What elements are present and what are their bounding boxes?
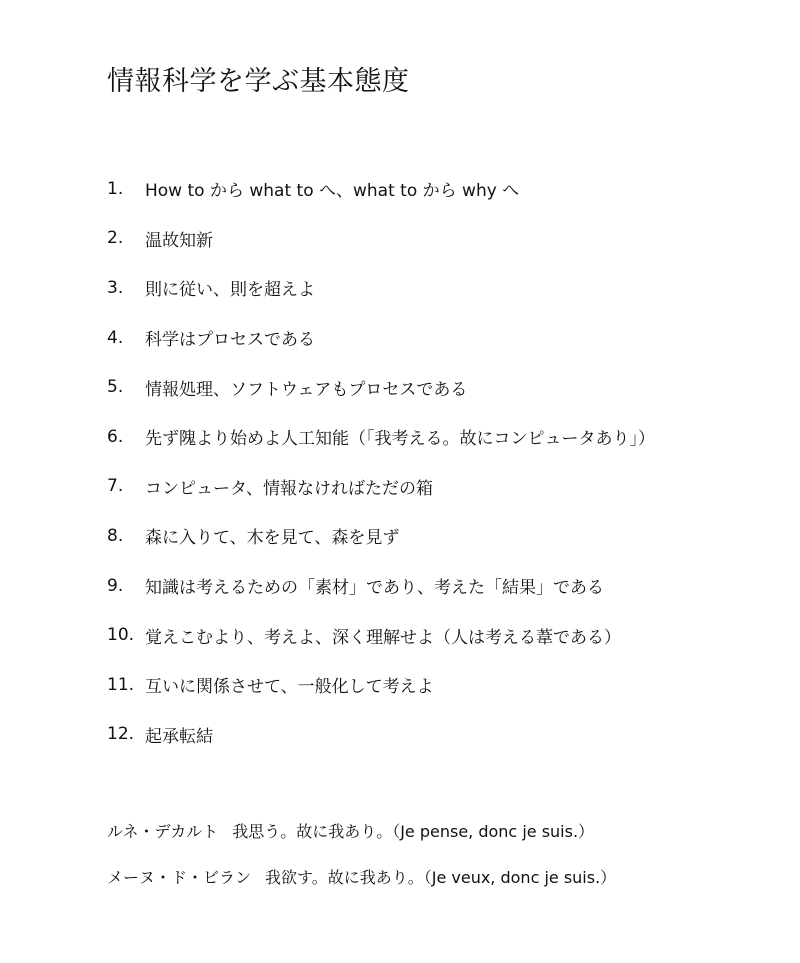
quote-author: ルネ・デカルト <box>107 821 219 841</box>
item-number: 10. <box>107 625 135 646</box>
item-number: 3. <box>107 277 124 298</box>
item-number: 4. <box>107 327 124 348</box>
quote-line <box>107 807 787 853</box>
list-item <box>107 313 787 363</box>
list-item <box>107 710 787 760</box>
list-item <box>107 561 787 611</box>
item-number: 7. <box>107 476 124 497</box>
item-text: 互いに関係させて、一般化して考えよ <box>145 677 434 698</box>
list-item <box>107 412 787 462</box>
item-text: How to から what to へ、what to から why へ <box>145 181 520 202</box>
list-item <box>107 462 787 512</box>
item-text: 科学はプロセスである <box>145 330 315 351</box>
list-item <box>107 362 787 412</box>
quote-line <box>107 853 787 899</box>
principles-list <box>107 164 787 759</box>
item-number: 8. <box>107 525 124 546</box>
item-number: 5. <box>107 377 124 398</box>
quote-author: メーヌ・ド・ビラン <box>107 867 252 887</box>
item-text: 情報処理、ソフトウェアもプロセスである <box>145 379 468 400</box>
item-number: 2. <box>107 228 124 249</box>
item-text: 知識は考えるための「素材」であり、考えた「結果」である <box>145 578 604 599</box>
item-text: 覚えこむより、考えよ、深く理解せよ（人は考える葦である） <box>145 627 621 648</box>
item-number: 6. <box>107 426 124 447</box>
page-title: 情報科学を学ぶ基本態度 <box>107 66 410 97</box>
item-text: 則に従い、則を超えよ <box>145 280 315 301</box>
item-text: 先ず隗より始めよ人工知能（「我考える。故にコンピュータあり」） <box>145 429 655 450</box>
list-item <box>107 610 787 660</box>
item-number: 9. <box>107 575 124 596</box>
list-item <box>107 164 787 214</box>
item-number: 1. <box>107 178 124 199</box>
item-text: コンピュータ、情報なければただの箱 <box>145 478 433 499</box>
list-item <box>107 660 787 710</box>
quote-text: 我欲す。故に我あり。（Je veux, donc je suis.） <box>265 867 617 887</box>
list-item <box>107 263 787 313</box>
quotes-section <box>107 807 787 899</box>
list-item <box>107 511 787 561</box>
item-text: 温故知新 <box>145 230 213 251</box>
item-text: 森に入りて、木を見て、森を見ず <box>145 528 400 549</box>
item-number: 11. <box>107 674 135 695</box>
list-item <box>107 214 787 264</box>
item-number: 12. <box>107 724 135 745</box>
quote-text: 我思う。故に我あり。（Je pense, donc je suis.） <box>232 821 595 841</box>
item-text: 起承転結 <box>145 726 213 747</box>
